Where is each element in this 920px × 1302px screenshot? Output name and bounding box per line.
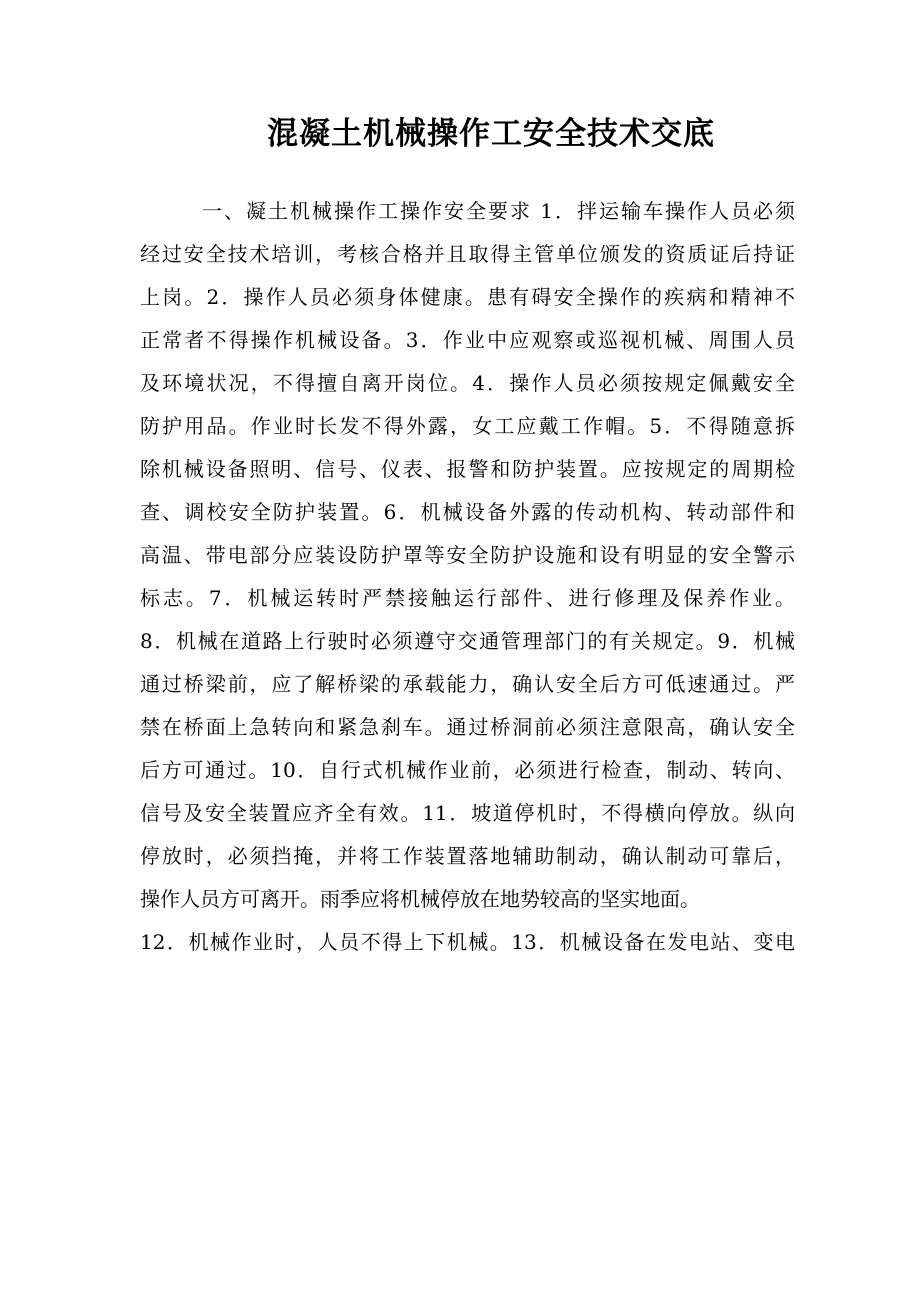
body-line: 12．机械作业时，人员不得上下机械。13．机械设备在发电站、变电: [140, 930, 795, 954]
document-title: 混凝土机械操作工安全技术交底: [267, 116, 715, 152]
body-line: 后方可通过。10．自行式机械作业前，必须进行检查，制动、转向、: [140, 758, 795, 782]
body-line: 除机械设备照明、信号、仪表、报警和防护装置。应按规定的周期检: [140, 457, 795, 481]
body-line: 高温、带电部分应装设防护罩等安全防护设施和设有明显的安全警示: [140, 543, 795, 567]
body-line: 信号及安全装置应齐全有效。11．坡道停机时，不得横向停放。纵向: [140, 801, 795, 825]
body-line: 及环境状况，不得擅自离开岗位。4．操作人员必须按规定佩戴安全: [140, 371, 795, 395]
body-line: 停放时，必须挡掩，并将工作装置落地辅助制动，确认制动可靠后，: [140, 844, 795, 868]
document-body: [140, 190, 795, 964]
body-line: 经过安全技术培训，考核合格并且取得主管单位颁发的资质证后持证: [140, 242, 795, 266]
body-line: 通过桥梁前，应了解桥梁的承载能力，确认安全后方可低速通过。严: [140, 672, 795, 696]
body-line: 上岗。2．操作人员必须身体健康。患有碍安全操作的疾病和精神不: [140, 285, 795, 309]
body-line: 一、凝土机械操作工操作安全要求 1．拌运输车操作人员必须: [202, 199, 795, 223]
body-line: 标志。7．机械运转时严禁接触运行部件、进行修理及保养作业。: [140, 586, 795, 610]
body-line: 操作人员方可离开。雨季应将机械停放在地势较高的坚实地面。: [140, 887, 700, 911]
body-line: 8．机械在道路上行驶时必须遵守交通管理部门的有关规定。9．机械: [140, 629, 795, 653]
body-line: 查、调校安全防护装置。6．机械设备外露的传动机构、转动部件和: [140, 500, 795, 524]
body-line: 防护用品。作业时长发不得外露，女工应戴工作帽。5．不得随意拆: [140, 414, 795, 438]
body-line: 禁在桥面上急转向和紧急刹车。通过桥洞前必须注意限高，确认安全: [140, 715, 795, 739]
body-line: 正常者不得操作机械设备。3．作业中应观察或巡视机械、周围人员: [140, 328, 795, 352]
